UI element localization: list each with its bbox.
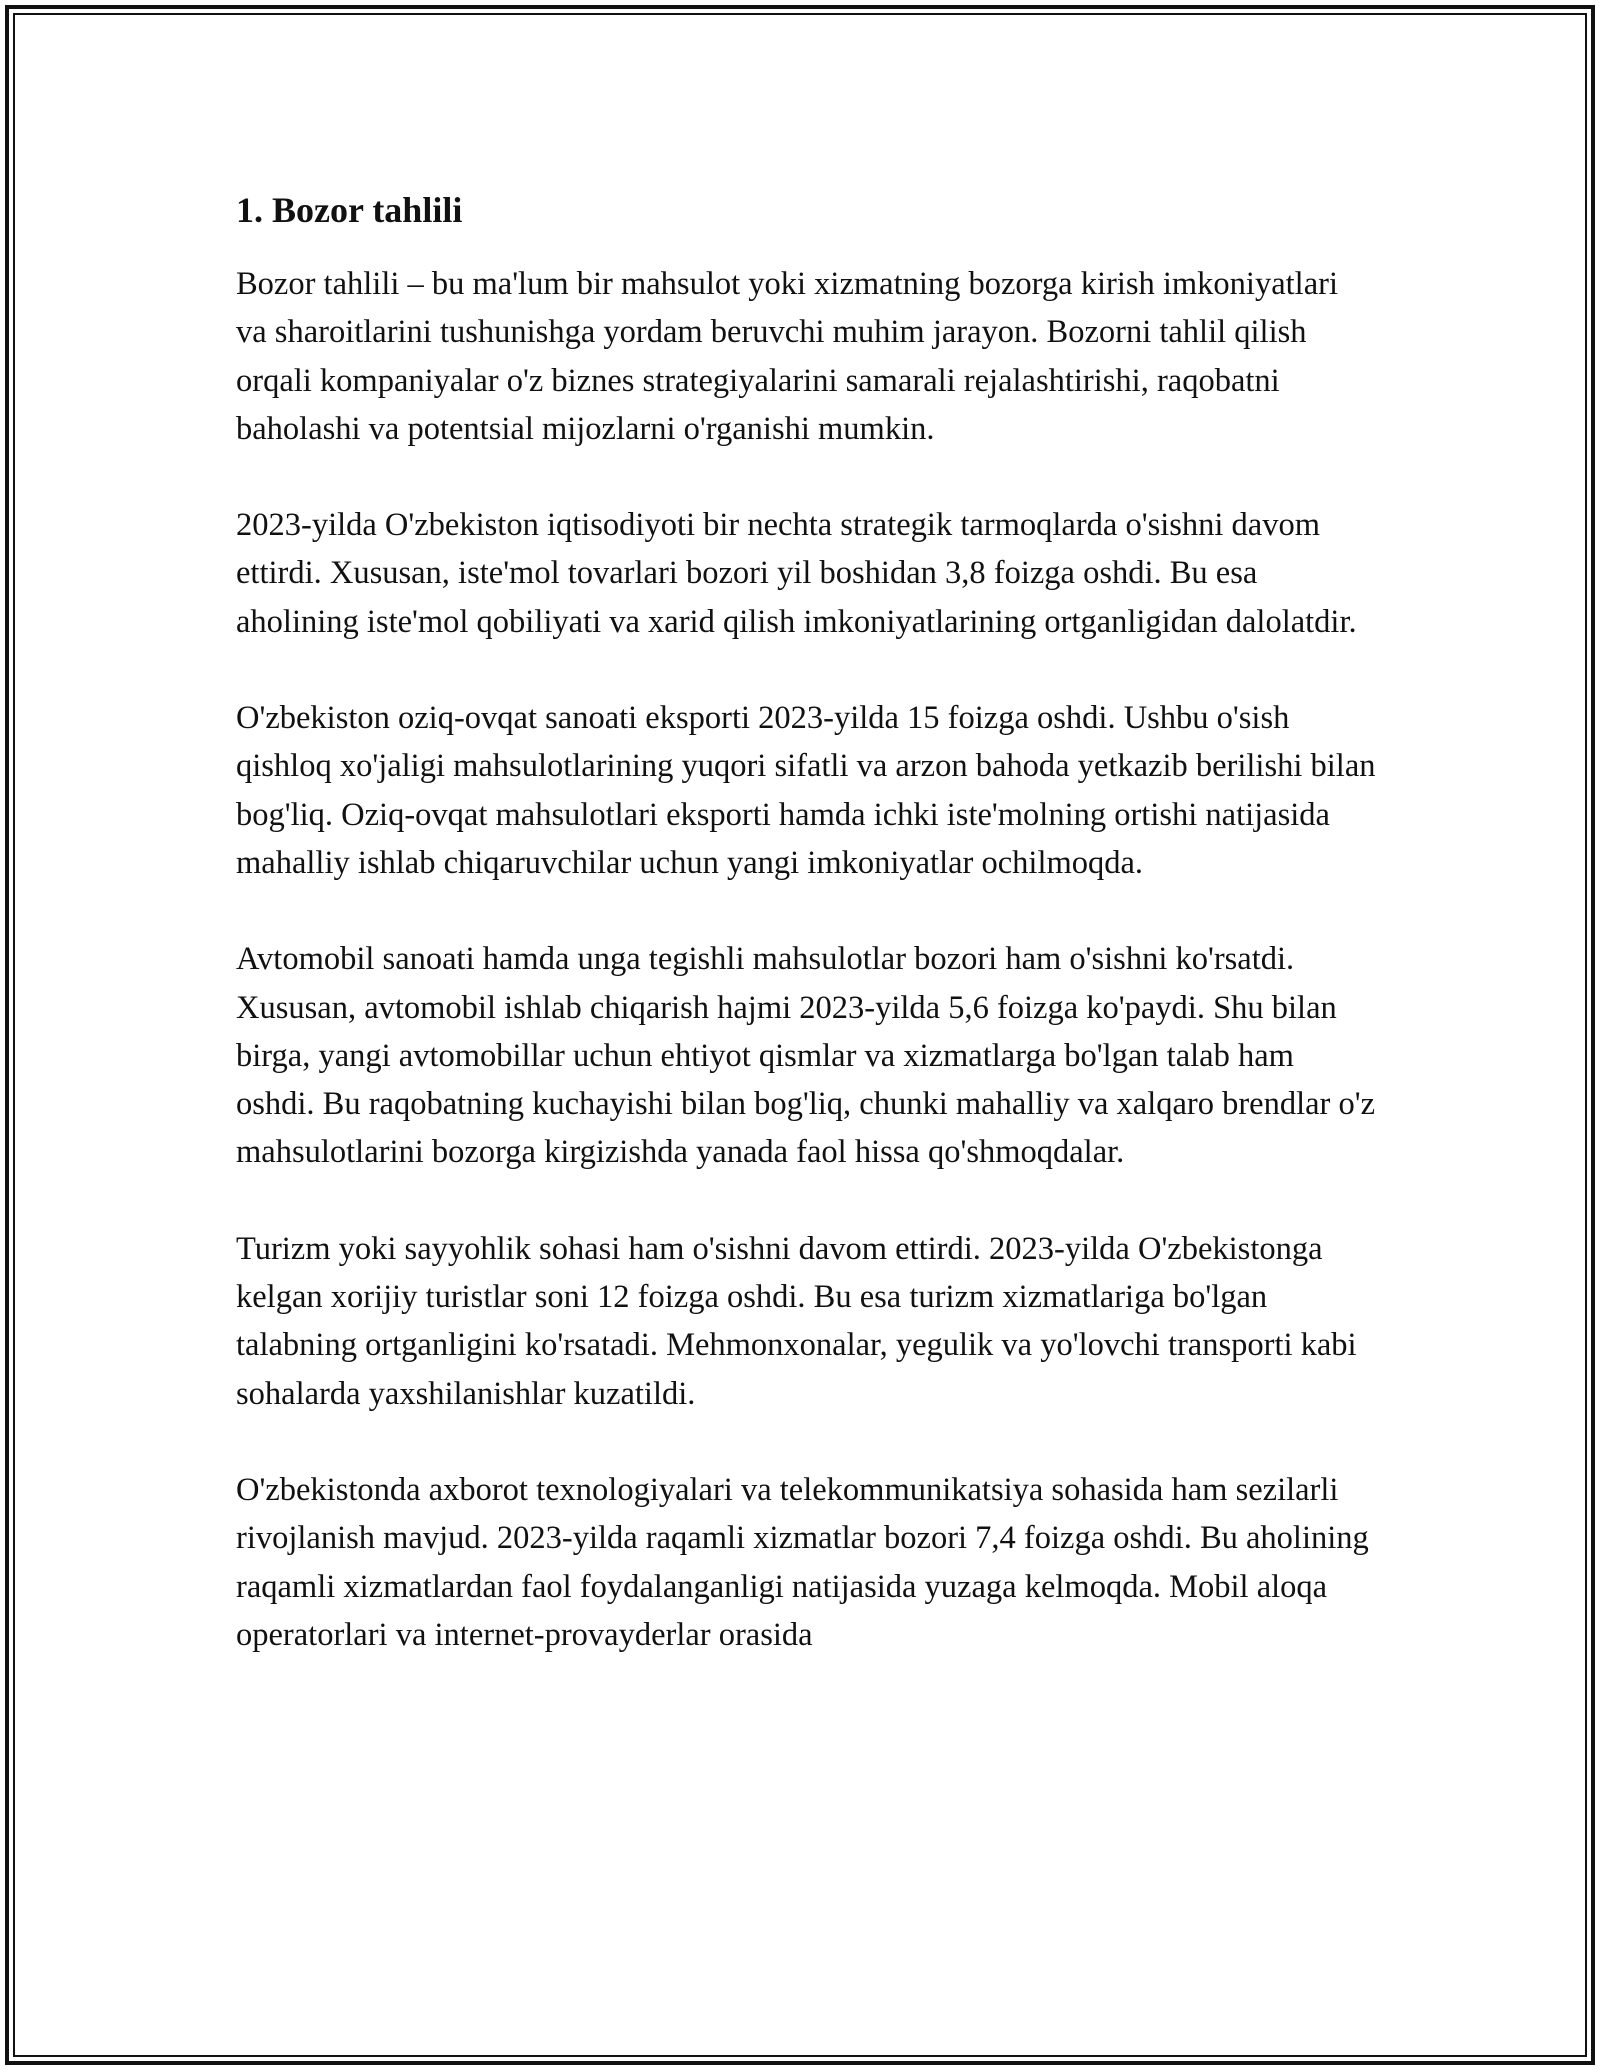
paragraph-automotive: Avtomobil sanoati hamda unga tegishli mahsulotlar bozori ham o'sishni ko'rsatdi. Xususan, avtomobil ishlab chiqarish hajmi 2023-yilda 5,6 foizga ko'paydi. Shu bilan birga, yangi avtomobillar uchun ehtiyot qismlar va xizmatlarga bo'lgan talab ham oshdi. Bu raqobatning kuchayishi bilan bog'liq, chunki mahalliy va xalqaro brendlar o'z mahsulotlarini bozorga kirgizishda yanada faol hissa qo'shmoqdalar. bbox=[236, 941, 1376, 1171]
paragraph-food-export: O'zbekiston oziq-ovqat sanoati eksporti 2023-yilda 15 foizga oshdi. Ushbu o'sish qishloq xo'jaligi mahsulotlarining yuqori sifatli va arzon bahoda yetkazib berilishi bilan bog'liq. Oziq-ovqat mahsulotlari eksporti hamda ichki iste'molning ortishi natijasida mahalliy ishlab chiqaruvchilar uchun yangi imkoniyatlar ochilmoqda. bbox=[236, 700, 1376, 881]
paragraph-intro: Bozor tahlili – bu ma'lum bir mahsulot yoki xizmatning bozorga kirish imkoniyatlari va sharoitlarini tushunishga yordam beruvchi muhim jarayon. Bozorni tahlil qilish orqali kompaniyalar o'z biznes strategiyalarini samarali rejalashtirishi, raqobatni baholashi va potentsial mijozlarni o'rganishi mumkin. bbox=[236, 266, 1338, 447]
paragraph-consumer-goods: 2023-yilda O'zbekiston iqtisodiyoti bir nechta strategik tarmoqlarda o'sishni davom ettirdi. Xususan, iste'mol tovarlari bozori yil boshidan 3,8 foizga oshdi. Bu esa aholining iste'mol qobiliyati va xarid qilish imkoniyatlarining ortganligidan dalolatdir. bbox=[236, 507, 1357, 640]
paragraph-it-telecom: O'zbekistonda axborot texnologiyalari va telekommunikatsiya sohasida ham sezilarli rivojlanish mavjud. 2023-yilda raqamli xizmatlar bozori 7,4 foizga oshdi. Bu aholining raqamli xizmatlardan faol foydalanganligi natijasida yuzaga kelmoqda. Mobil aloqa operatorlari va internet-provayderlar orasida bbox=[236, 1471, 1369, 1653]
paragraph-tourism: Turizm yoki sayyohlik sohasi ham o'sishni davom ettirdi. 2023-yilda O'zbekistonga kelgan xorijiy turistlar soni 12 foizga oshdi. Bu esa turizm xizmatlariga bo'lgan talabning ortganligini ko'rsatadi. Mehmonxonalar, yegulik va yo'lovchi transporti kabi sohalarda yaxshilanishlar kuzatildi. bbox=[236, 1230, 1357, 1412]
document-body bbox=[236, 186, 1376, 1659]
section-heading: 1. Bozor tahlili bbox=[236, 190, 463, 230]
